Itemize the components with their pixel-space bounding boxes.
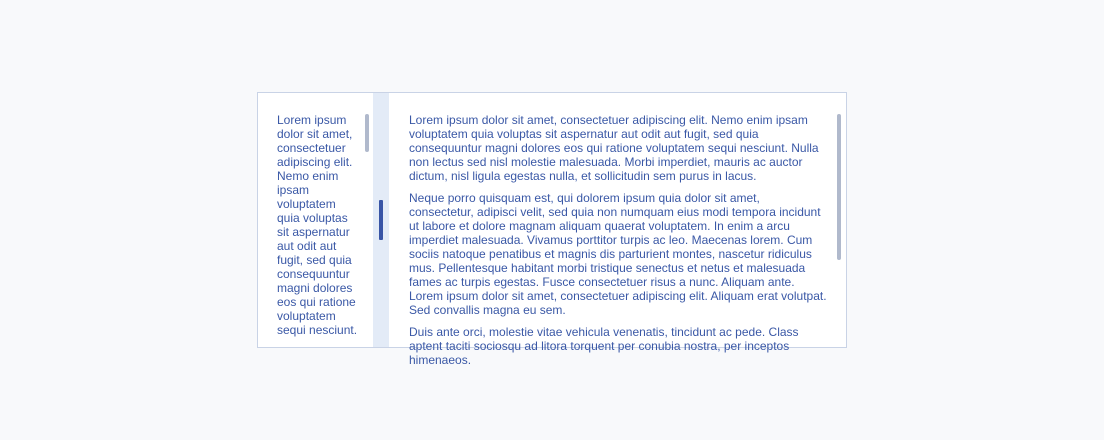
left-pane-text: Lorem ipsum dolor sit amet, consectetuer adipiscing elit. Nemo enim ipsam voluptatem quia voluptas sit aspernatur aut odit aut fugit, sed quia consequuntur magni dolores eos qui ratione voluptatem sequi nesciunt. [277, 113, 358, 337]
splitter-gutter[interactable] [373, 93, 389, 347]
right-pane-paragraph-1: Lorem ipsum dolor sit amet, consectetuer adipiscing elit. Nemo enim ipsam voluptatem quia voluptas sit aspernatur aut odit aut fugit, sed quia consequuntur magni dolores eos qui ratione voluptatem sequi nesciunt. Nulla non lectus sed nisl molestie malesuada. Morbi imperdiet, mauris ac auctor dictum, nisl ligula egestas nulla, et sollicitudin sem purus in lacus. [409, 113, 819, 183]
right-pane-paragraph-3: Duis ante orci, molestie vitae vehicula venenatis, tincidunt ac pede. Class aptent taciti sociosqu ad litora torquent per conubia nostra, per inceptos himenaeos. [409, 325, 799, 367]
right-pane-content [409, 113, 827, 375]
right-pane-scrollbar[interactable] [837, 114, 841, 260]
splitter-container [257, 92, 847, 367]
right-pane-paragraph-2: Neque porro quisquam est, qui dolorem ipsum quia dolor sit amet, consectetur, adipisci velit, sed quia non numquam eius modi tempora incidunt ut labore et dolore magnam aliquam quaerat voluptatem. In enim a arcu imperdiet malesuada. Vivamus porttitor turpis ac leo. Maecenas lorem. Cum sociis natoque penatibus et magnis dis parturient montes, nascetur ridiculus mus. Pellentesque habitant morbi tristique senectus et netus et malesuada fames ac turpis egestas. Fusce consectetuer risus a nunc. Aliquam ante. Lorem ipsum dolor sit amet, consectetuer adipiscing elit. Aliquam erat volutpat. Sed convallis magna eu sem. [409, 191, 827, 317]
right-pane [389, 93, 846, 367]
left-pane [258, 93, 373, 347]
splitter-resize-handle[interactable] [379, 200, 383, 240]
left-pane-scrollbar[interactable] [365, 114, 369, 152]
